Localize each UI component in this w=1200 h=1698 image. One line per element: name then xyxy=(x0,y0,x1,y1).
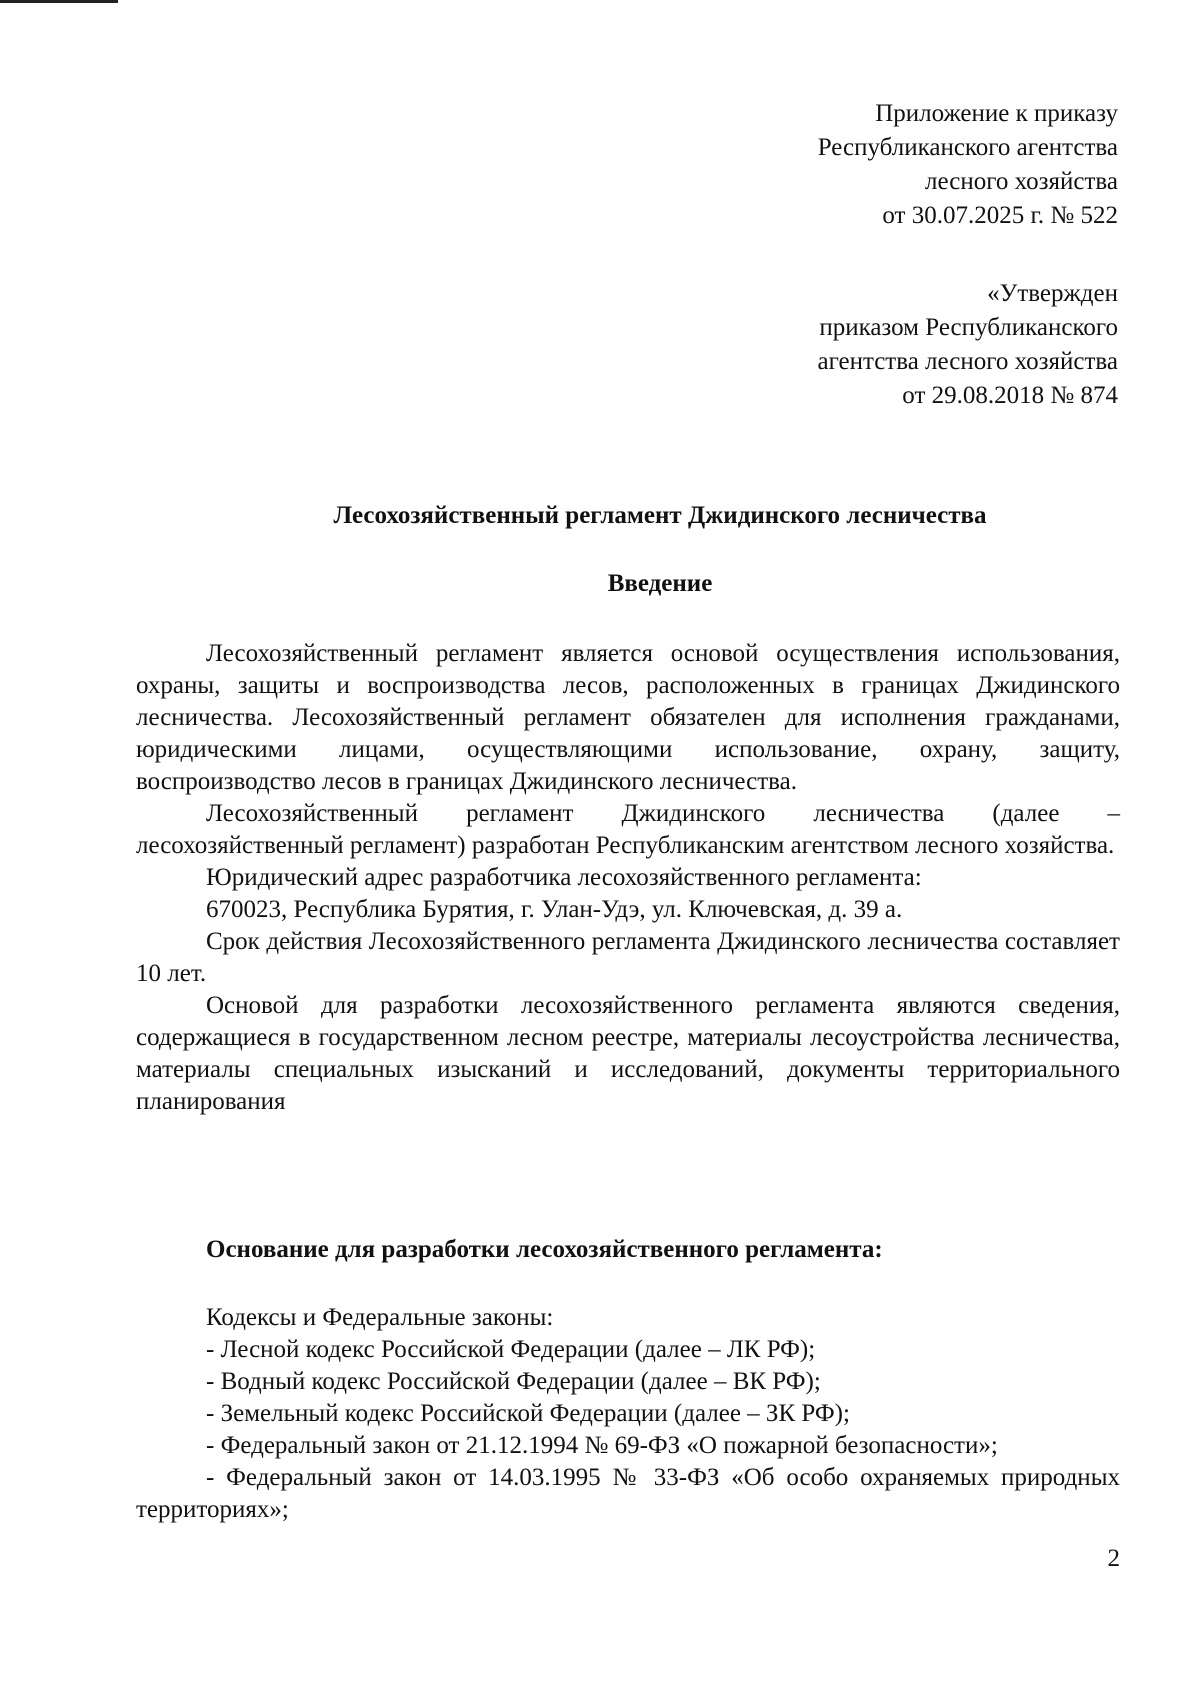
document-title: Лесохозяйственный регламент Джидинского лесничества xyxy=(333,502,987,529)
appendix-line: Республиканского агентства xyxy=(817,134,1118,161)
basis-list-item: - Земельный кодекс Российской Федерации (далее – ЗК РФ); xyxy=(206,1400,850,1427)
approval-line: от 29.08.2018 № 874 xyxy=(902,382,1118,409)
intro-paragraph: Юридический адрес разработчика лесохозяйственного регламента: xyxy=(206,864,922,891)
appendix-line: лесного хозяйства xyxy=(925,168,1118,195)
intro-heading: Введение xyxy=(607,570,713,597)
intro-paragraph: Лесохозяйственный регламент является основой осуществления использования, охраны, защиты и воспроизводства лесов, расположенных в границах Джидинского лесничества. Лесохозяйственный регламент обязателен для исполнения гражданами, юридическими лицами, осуществляющими использование, охрану, защиту, воспроизводство лесов в границах Джидинского лесничества. xyxy=(136,640,1120,795)
basis-heading: Основание для разработки лесохозяйственного регламента: xyxy=(206,1236,883,1263)
approval-line: «Утвержден xyxy=(987,280,1118,307)
basis-list xyxy=(136,1302,1120,1526)
approval-line: приказом Республиканского xyxy=(819,314,1118,341)
intro-body xyxy=(136,638,1120,1118)
basis-list-item: - Федеральный закон от 21.12.1994 № 69-ФЗ «О пожарной безопасности»; xyxy=(206,1432,998,1459)
intro-paragraph: Основой для разработки лесохозяйственного регламента являются сведения, содержащиеся в государственном лесном реестре, материалы лесоустройства лесничества, материалы специальных изысканий и исследований, документы территориального планирования xyxy=(136,992,1120,1115)
basis-list-item: - Федеральный закон от 14.03.1995 № 33-ФЗ «Об особо охраняемых природных территориях»; xyxy=(136,1464,1120,1523)
page-number: 2 xyxy=(1107,1545,1120,1572)
appendix-reference xyxy=(818,97,1118,233)
basis-intro: Кодексы и Федеральные законы: xyxy=(206,1304,554,1331)
basis-list-item: - Водный кодекс Российской Федерации (далее – ВК РФ); xyxy=(206,1368,821,1395)
approval-line: агентства лесного хозяйства xyxy=(817,348,1118,375)
basis-list-item: - Лесной кодекс Российской Федерации (далее – ЛК РФ); xyxy=(206,1336,816,1363)
appendix-line: от 30.07.2025 г. № 522 xyxy=(882,202,1118,229)
intro-paragraph: 670023, Республика Бурятия, г. Улан-Удэ, ул. Ключевская, д. 39 а. xyxy=(206,896,903,923)
intro-paragraph: Лесохозяйственный регламент Джидинского лесничества (далее – лесохозяйственный регламент) разработан Республиканским агентством лесного хозяйства. xyxy=(136,800,1120,859)
approval-stamp-text xyxy=(817,277,1118,413)
appendix-line: Приложение к приказу xyxy=(875,100,1118,127)
scan-edge-mark xyxy=(0,0,118,3)
intro-paragraph: Срок действия Лесохозяйственного регламента Джидинского лесничества составляет 10 лет. xyxy=(136,928,1120,987)
